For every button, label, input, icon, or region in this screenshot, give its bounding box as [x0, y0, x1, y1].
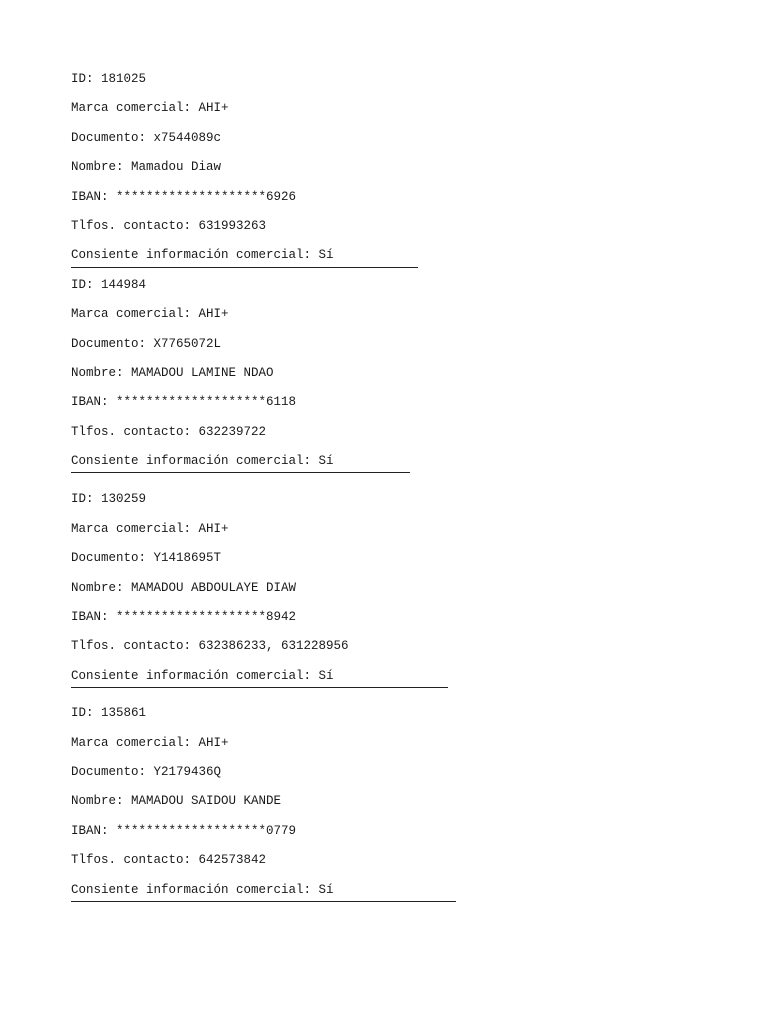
record-phones: Tlfos. contacto: 632239722 [71, 424, 267, 439]
customer-record [71, 705, 456, 902]
customer-record [71, 277, 456, 474]
record-divider [71, 901, 456, 902]
record-name: Nombre: MAMADOU ABDOULAYE DIAW [71, 580, 297, 595]
customer-record [71, 71, 456, 268]
record-iban: IBAN: ********************6118 [71, 395, 297, 410]
record-name: Nombre: MAMADOU LAMINE NDAO [71, 365, 274, 380]
record-id: ID: 135861 [71, 706, 147, 721]
record-brand: Marca comercial: AHI+ [71, 521, 229, 536]
record-document: Documento: Y2179436Q [71, 764, 222, 779]
record-consent: Consiente información comercial: Sí [71, 454, 334, 469]
record-consent: Consiente información comercial: Sí [71, 668, 334, 683]
record-phones: Tlfos. contacto: 631993263 [71, 218, 267, 233]
record-divider [71, 267, 418, 268]
document-page [71, 71, 456, 911]
record-id: ID: 181025 [71, 72, 147, 86]
record-document: Documento: X7765072L [71, 336, 222, 351]
record-iban: IBAN: ********************6926 [71, 189, 297, 204]
record-name: Nombre: MAMADOU SAIDOU KANDE [71, 794, 282, 809]
record-id: ID: 130259 [71, 492, 147, 507]
record-id: ID: 144984 [71, 277, 147, 292]
record-name: Nombre: Mamadou Diaw [71, 160, 222, 175]
record-iban: IBAN: ********************0779 [71, 823, 297, 838]
record-document: Documento: x7544089c [71, 130, 222, 145]
record-phones: Tlfos. contacto: 632386233, 631228956 [71, 639, 349, 654]
record-document: Documento: Y1418695T [71, 551, 222, 566]
record-divider [71, 472, 410, 473]
record-divider [71, 687, 448, 688]
customer-record [71, 491, 456, 688]
record-brand: Marca comercial: AHI+ [71, 307, 229, 322]
record-brand: Marca comercial: AHI+ [71, 735, 229, 750]
record-iban: IBAN: ********************8942 [71, 610, 297, 625]
record-brand: Marca comercial: AHI+ [71, 101, 229, 116]
record-phones: Tlfos. contacto: 642573842 [71, 853, 267, 868]
record-consent: Consiente información comercial: Sí [71, 882, 334, 897]
record-consent: Consiente información comercial: Sí [71, 248, 334, 263]
